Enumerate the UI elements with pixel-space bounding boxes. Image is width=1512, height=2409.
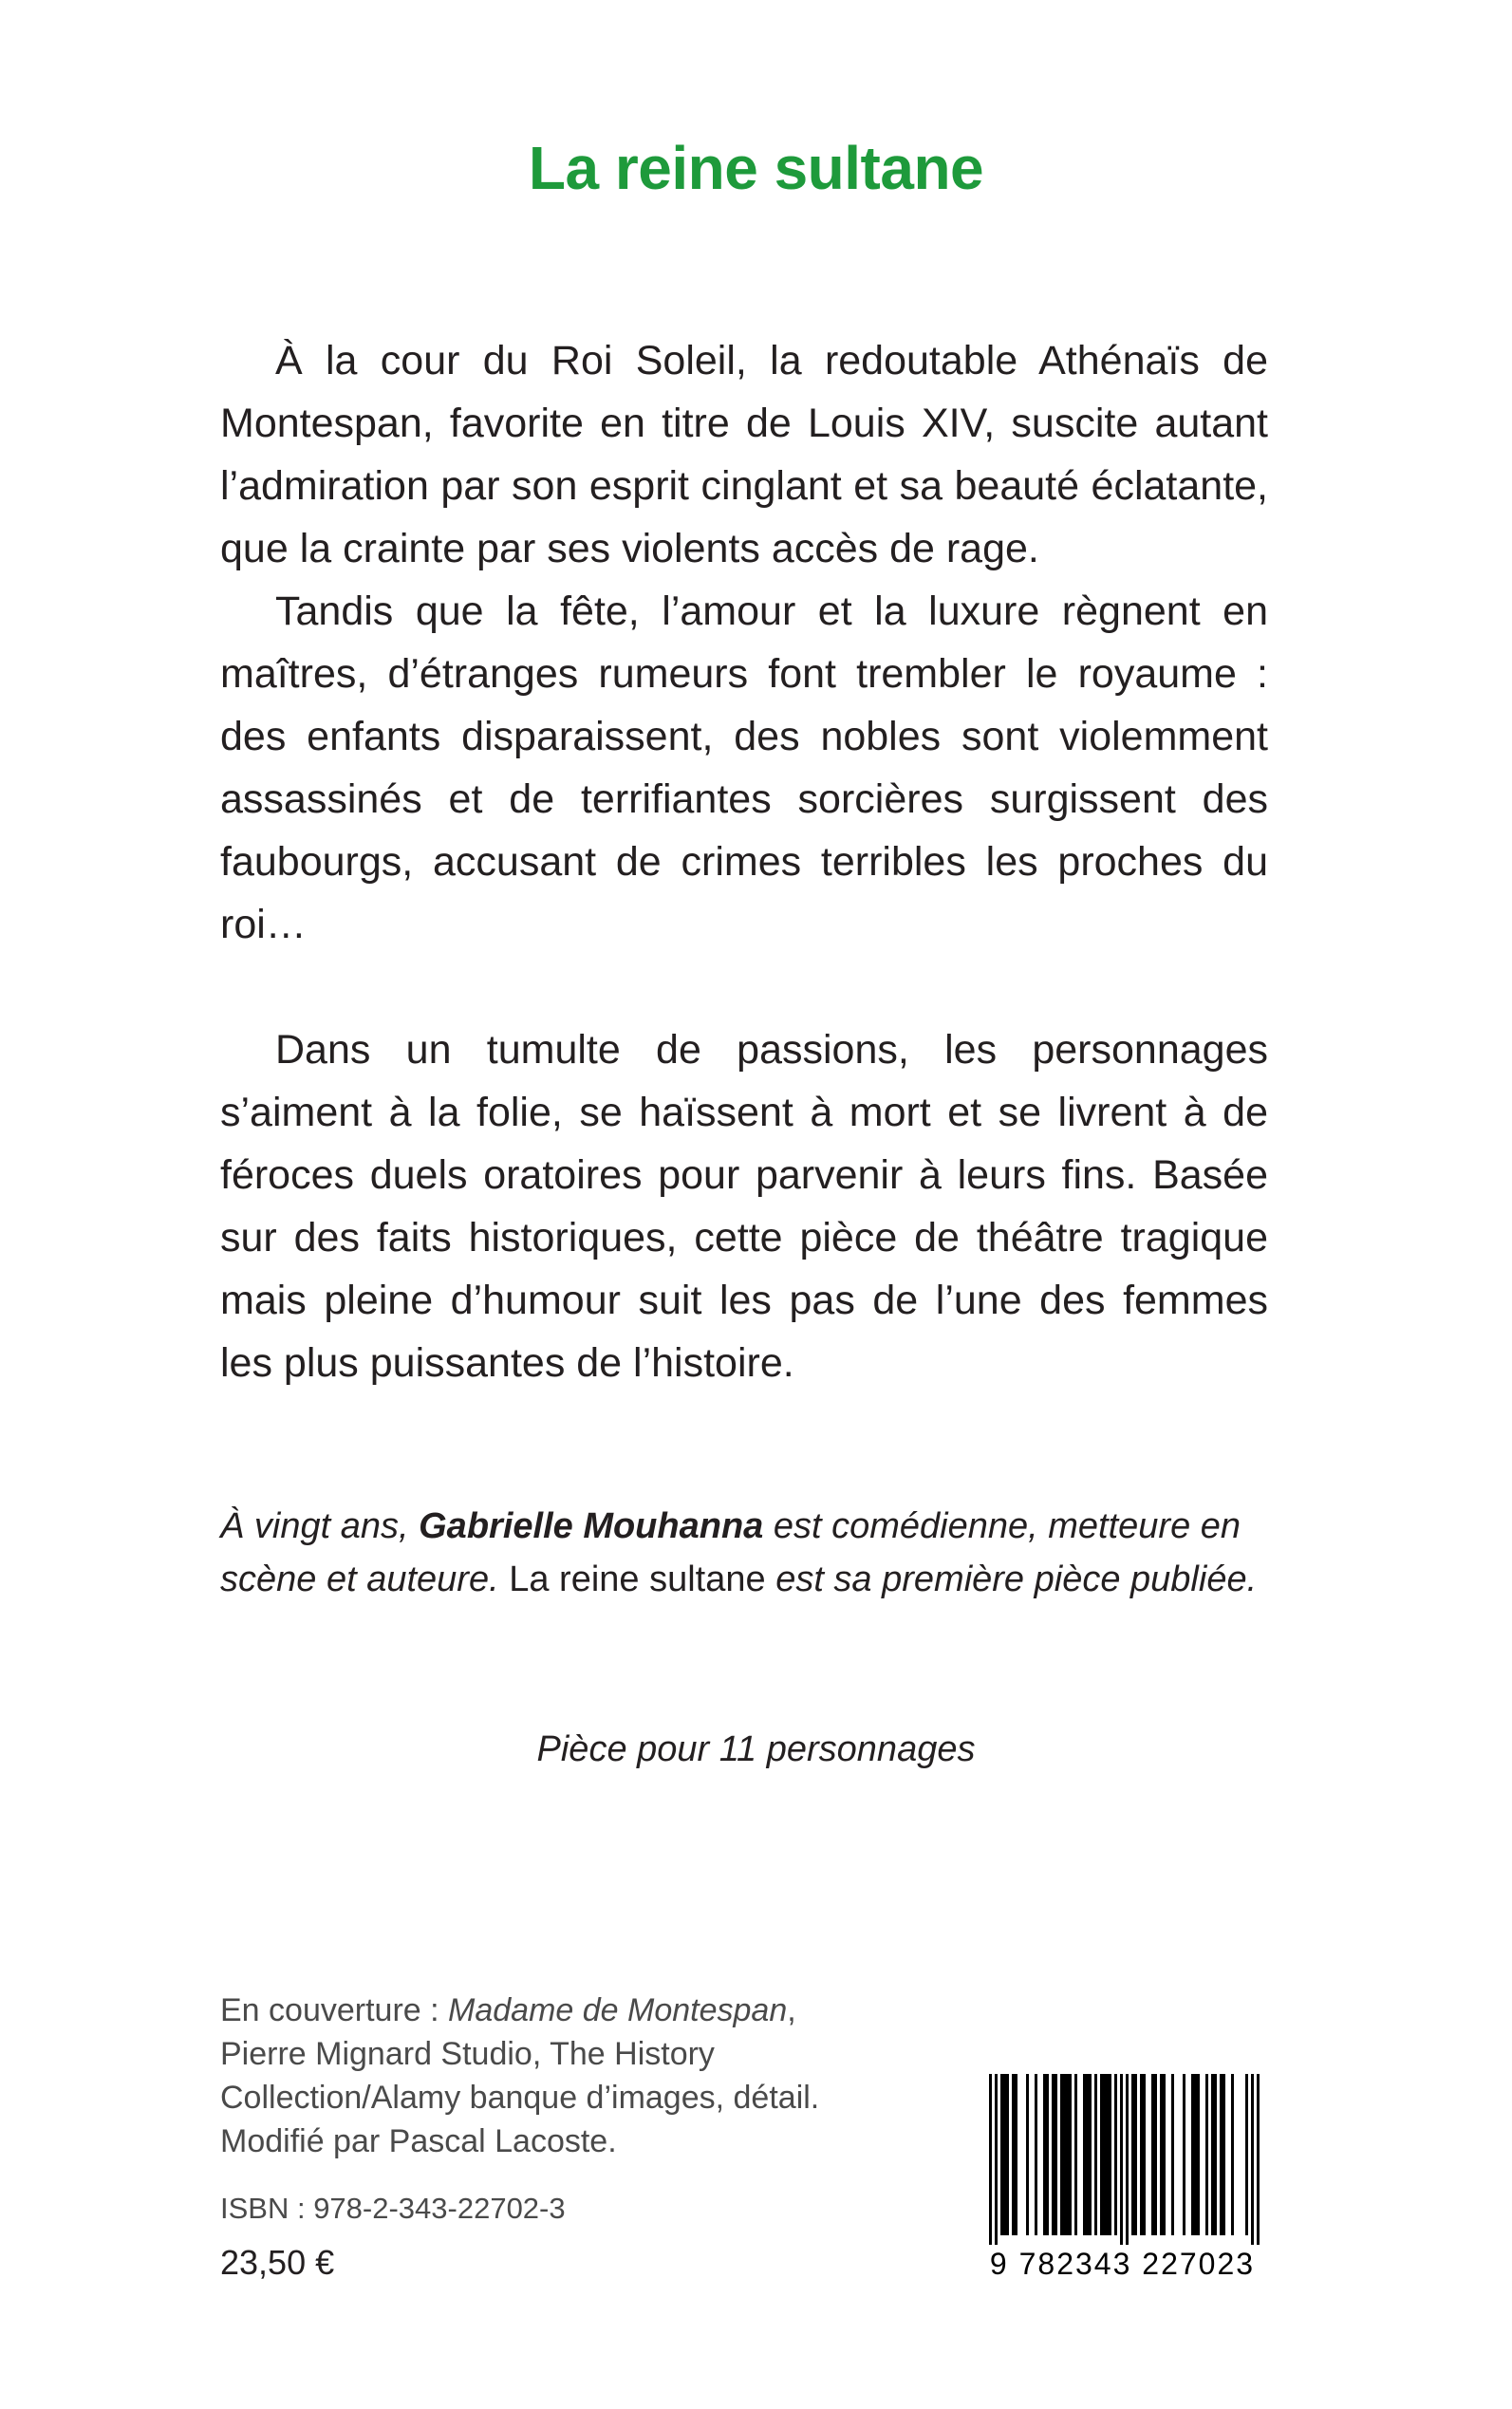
barcode-bar <box>1074 2074 1077 2235</box>
barcode-bar <box>1151 2074 1154 2235</box>
barcode-bar <box>1197 2074 1200 2235</box>
bio-text: À vingt ans, <box>220 1506 420 1546</box>
barcode-bar <box>1046 2074 1049 2235</box>
cast-count: Pièce pour 11 personnages <box>536 1729 976 1769</box>
painting-title: Madame de Montespan <box>448 1992 788 2028</box>
barcode-bar <box>1069 2074 1072 2235</box>
barcode <box>978 2074 1267 2288</box>
barcode-digits: 9 782343 227023 <box>989 2247 1256 2281</box>
barcode-bar <box>995 2074 998 2245</box>
barcode-bar <box>1194 2074 1197 2235</box>
barcode-bar <box>1214 2074 1217 2235</box>
author-name: Gabrielle Mouhanna <box>419 1506 764 1546</box>
barcode-bar <box>989 2074 992 2245</box>
barcode-bar <box>1131 2074 1134 2235</box>
book-title: La reine sultane <box>528 134 984 202</box>
barcode-bar <box>1114 2074 1117 2235</box>
credits-line: Modifié par Pascal Lacoste. <box>220 2123 617 2159</box>
credits-line: Pierre Mignard Studio, The History <box>220 2036 715 2072</box>
barcode-bar <box>1183 2074 1185 2235</box>
barcode-bar <box>1003 2074 1006 2235</box>
barcode-bar <box>1231 2074 1234 2235</box>
barcode-bar <box>1066 2074 1069 2235</box>
barcode-bar <box>1154 2074 1157 2235</box>
barcode-bar <box>1211 2074 1214 2235</box>
barcode-bar <box>1171 2074 1174 2235</box>
barcode-bar <box>1052 2074 1055 2235</box>
barcode-bar <box>1223 2074 1225 2235</box>
barcode-bar <box>1086 2074 1089 2235</box>
barcode-bar <box>1257 2074 1260 2245</box>
synopsis-paragraph: Tandis que la fête, l’amour et la luxure règnent en maîtres, d’étranges rumeurs font trembler le royaume : des enfants disparaissent, des nobles sont violemment assassinés et de terrifiantes sorcières surgissent des faubourgs, accusant de crimes terribles les proches du roi… <box>220 588 1268 947</box>
barcode-bar <box>1015 2074 1017 2235</box>
barcode-bar <box>1094 2074 1097 2235</box>
barcode-bar <box>1143 2074 1146 2235</box>
barcode-bar <box>1251 2074 1254 2245</box>
barcode-bar <box>1163 2074 1166 2235</box>
synopsis <box>220 329 1268 1394</box>
barcode-bar <box>1100 2074 1103 2235</box>
bio-book-title: La reine sultane <box>498 1559 776 1599</box>
cover-credits <box>220 1989 885 2163</box>
barcode-bar <box>1012 2074 1015 2235</box>
barcode-bar <box>1083 2074 1086 2235</box>
barcode-bar <box>1106 2074 1109 2235</box>
price: 23,50 € <box>220 2243 335 2282</box>
credits-line: En couverture : Madame de Montespan, <box>220 1992 796 2028</box>
barcode-bar <box>1109 2074 1111 2235</box>
barcode-bar <box>1126 2074 1129 2245</box>
barcode-bar <box>1220 2074 1223 2235</box>
barcode-bar <box>1134 2074 1137 2235</box>
barcode-bar <box>1103 2074 1106 2235</box>
isbn: ISBN : 978-2-343-22702-3 <box>220 2192 566 2225</box>
bio-text: est sa première pièce publiée. <box>775 1559 1258 1599</box>
bio-text: est comédienne, metteure en scène et auteure. <box>220 1506 1241 1599</box>
barcode-bar <box>1043 2074 1046 2235</box>
barcode-bar <box>1120 2074 1123 2245</box>
barcode-bar <box>1191 2074 1194 2235</box>
barcode-bar <box>1026 2074 1029 2235</box>
barcode-bar <box>1160 2074 1163 2235</box>
synopsis-paragraph: Dans un tumulte de passions, les personnages s’aiment à la folie, se haïssent à mort et se livrent à de féroces duels oratoires pour parvenir à leurs fins. Basée sur des faits historiques, cette pièce de théâtre tragique mais pleine d’humour suit les pas de l’une des femmes les plus puissantes de l’histoire. <box>220 1027 1268 1386</box>
author-bio <box>220 1500 1268 1606</box>
barcode-bar <box>1205 2074 1208 2235</box>
barcode-bar <box>1063 2074 1066 2235</box>
barcode-bar <box>1140 2074 1143 2235</box>
barcode-bar <box>1006 2074 1009 2235</box>
barcode-bar <box>1060 2074 1063 2235</box>
credits-line: Collection/Alamy banque d’images, détail. <box>220 2080 820 2116</box>
barcode-bar <box>1000 2074 1003 2235</box>
synopsis-paragraph: À la cour du Roi Soleil, la redoutable Athénaïs de Montespan, favorite en titre de Louis XIV, suscite autant l’admiration par son esprit cinglant et sa beauté éclatante, que la crainte par ses violents accès de rage. <box>220 338 1268 571</box>
barcode-bar <box>1089 2074 1092 2235</box>
barcode-bar <box>1035 2074 1037 2235</box>
barcode-bar <box>1055 2074 1057 2235</box>
barcode-bar <box>1245 2074 1248 2235</box>
barcode-bars <box>978 2074 1267 2245</box>
